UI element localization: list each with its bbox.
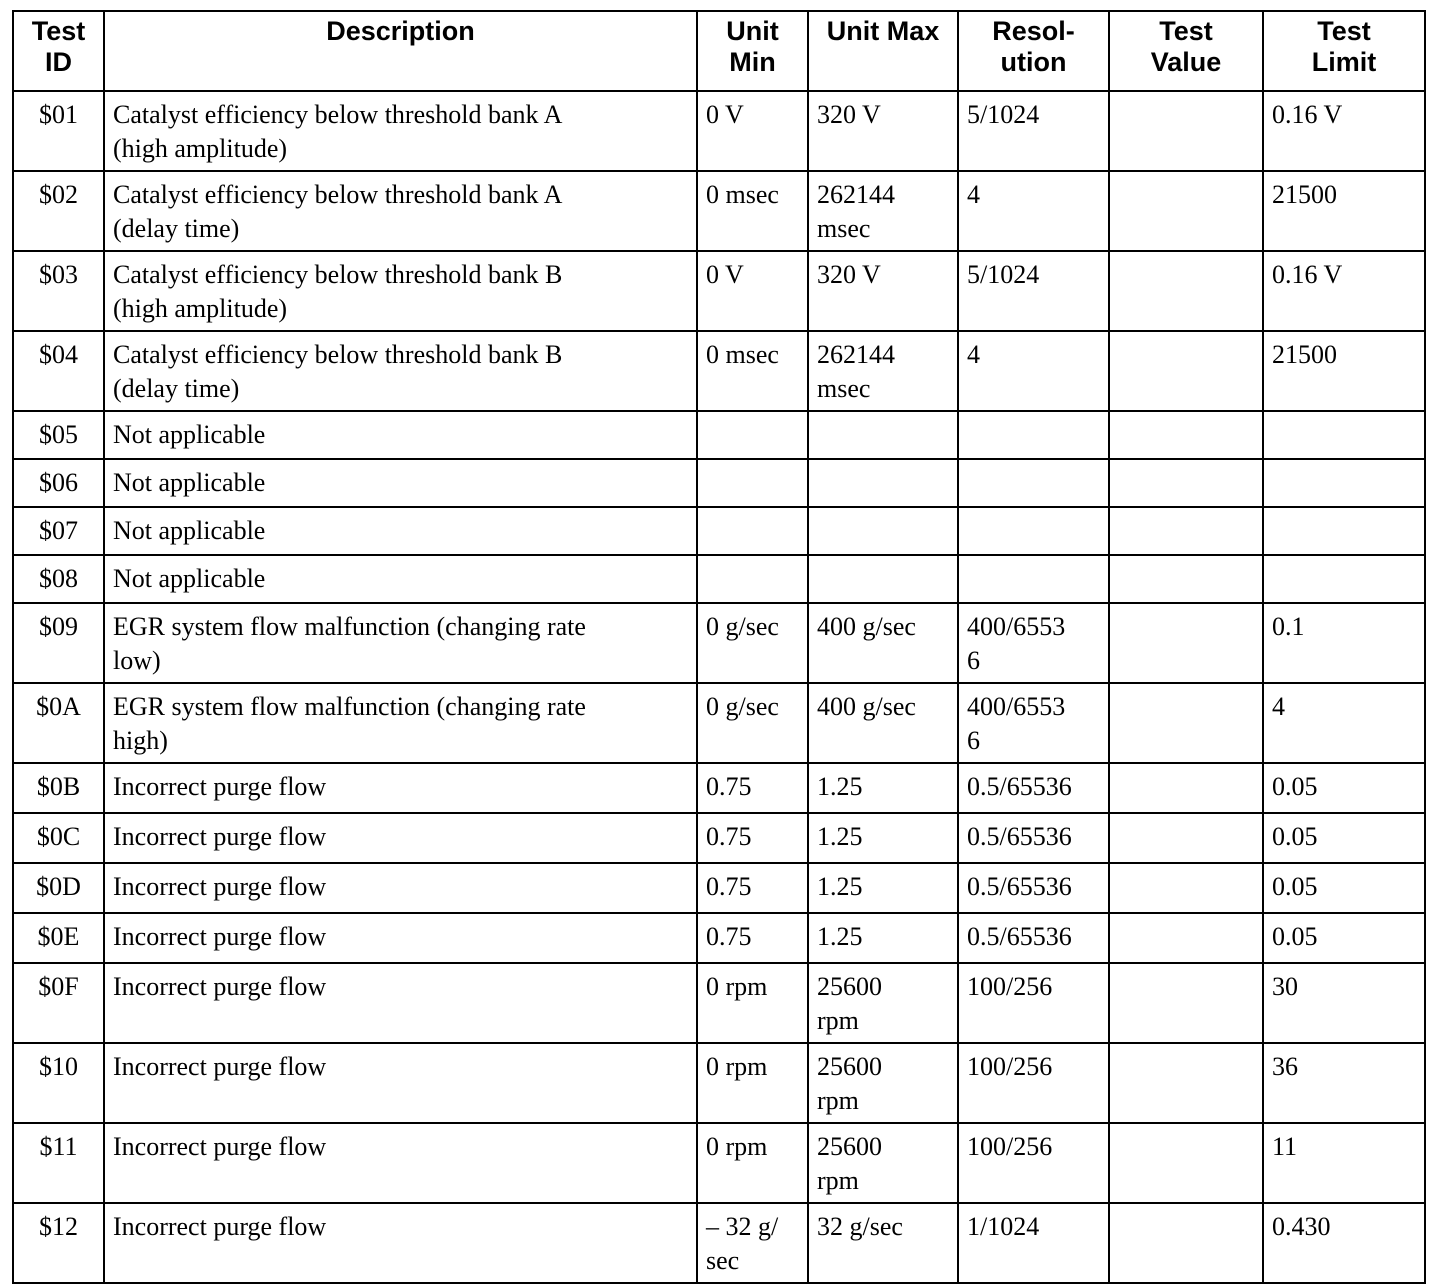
cell-test-value (1109, 1203, 1263, 1283)
cell-unit-max: 1.25 (808, 813, 958, 863)
cell-unit-min (697, 555, 808, 603)
cell-description: Incorrect purge flow (104, 913, 697, 963)
cell-description: Not applicable (104, 411, 697, 459)
cell-unit-max: 25600 rpm (808, 963, 958, 1043)
cell-test-limit: 4 (1263, 683, 1425, 763)
obd-test-table (12, 10, 1426, 1284)
cell-test-id: $12 (13, 1203, 104, 1283)
cell-unit-max: 25600 rpm (808, 1043, 958, 1123)
cell-test-value (1109, 555, 1263, 603)
table-row (13, 411, 1425, 459)
cell-unit-min: 0 rpm (697, 963, 808, 1043)
header-resolution: Resol- ution (958, 11, 1109, 91)
cell-unit-min (697, 459, 808, 507)
cell-test-value (1109, 763, 1263, 813)
cell-resolution: 100/256 (958, 1123, 1109, 1203)
cell-test-value (1109, 1123, 1263, 1203)
cell-description: Incorrect purge flow (104, 813, 697, 863)
cell-resolution: 1/1024 (958, 1203, 1109, 1283)
cell-test-value (1109, 459, 1263, 507)
header-test-id: Test ID (13, 11, 104, 91)
header-unit-max: Unit Max (808, 11, 958, 91)
cell-resolution (958, 555, 1109, 603)
table-row (13, 1203, 1425, 1283)
cell-description: Catalyst efficiency below threshold bank A (delay time) (104, 171, 697, 251)
cell-test-limit: 30 (1263, 963, 1425, 1043)
cell-description: Catalyst efficiency below threshold bank B (high amplitude) (104, 251, 697, 331)
cell-test-limit: 0.05 (1263, 813, 1425, 863)
table-row (13, 91, 1425, 171)
cell-test-id: $07 (13, 507, 104, 555)
cell-unit-min: 0 msec (697, 331, 808, 411)
cell-test-limit (1263, 459, 1425, 507)
cell-unit-max: 32 g/sec (808, 1203, 958, 1283)
cell-description: EGR system flow malfunction (changing rate high) (104, 683, 697, 763)
table-row (13, 1043, 1425, 1123)
cell-test-limit: 0.1 (1263, 603, 1425, 683)
cell-test-value (1109, 331, 1263, 411)
cell-test-limit: 0.05 (1263, 913, 1425, 963)
table-row (13, 683, 1425, 763)
cell-description: Incorrect purge flow (104, 963, 697, 1043)
cell-unit-max (808, 411, 958, 459)
cell-test-id: $0E (13, 913, 104, 963)
table-row (13, 171, 1425, 251)
table-row (13, 331, 1425, 411)
header-unit-min: Unit Min (697, 11, 808, 91)
cell-test-limit: 0.05 (1263, 863, 1425, 913)
cell-test-value (1109, 251, 1263, 331)
cell-unit-max: 320 V (808, 91, 958, 171)
cell-unit-min: 0.75 (697, 763, 808, 813)
cell-test-id: $0C (13, 813, 104, 863)
table-row (13, 813, 1425, 863)
cell-test-value (1109, 863, 1263, 913)
cell-test-id: $0A (13, 683, 104, 763)
cell-unit-min: – 32 g/ sec (697, 1203, 808, 1283)
cell-test-limit (1263, 411, 1425, 459)
cell-test-id: $02 (13, 171, 104, 251)
cell-unit-max: 320 V (808, 251, 958, 331)
cell-resolution (958, 507, 1109, 555)
cell-test-id: $09 (13, 603, 104, 683)
table-row (13, 863, 1425, 913)
cell-description: Incorrect purge flow (104, 1123, 697, 1203)
cell-test-id: $11 (13, 1123, 104, 1203)
table-row (13, 763, 1425, 813)
cell-test-limit: 21500 (1263, 331, 1425, 411)
cell-description: Catalyst efficiency below threshold bank B (delay time) (104, 331, 697, 411)
document-page (12, 10, 1424, 1284)
cell-unit-max: 400 g/sec (808, 683, 958, 763)
cell-test-value (1109, 683, 1263, 763)
cell-test-id: $04 (13, 331, 104, 411)
table-row (13, 507, 1425, 555)
cell-resolution: 0.5/65536 (958, 913, 1109, 963)
cell-unit-max (808, 555, 958, 603)
cell-unit-max: 400 g/sec (808, 603, 958, 683)
cell-test-id: $0F (13, 963, 104, 1043)
cell-unit-max: 262144 msec (808, 331, 958, 411)
cell-test-id: $0D (13, 863, 104, 913)
cell-test-value (1109, 1043, 1263, 1123)
cell-unit-min: 0 g/sec (697, 603, 808, 683)
header-test-value: Test Value (1109, 11, 1263, 91)
cell-test-value (1109, 507, 1263, 555)
table-row (13, 1123, 1425, 1203)
cell-test-id: $05 (13, 411, 104, 459)
cell-test-limit: 0.16 V (1263, 251, 1425, 331)
cell-test-id: $01 (13, 91, 104, 171)
cell-description: Incorrect purge flow (104, 863, 697, 913)
cell-test-id: $03 (13, 251, 104, 331)
cell-resolution: 0.5/65536 (958, 813, 1109, 863)
cell-unit-min: 0 V (697, 91, 808, 171)
cell-unit-max (808, 507, 958, 555)
table-row (13, 555, 1425, 603)
cell-test-limit: 0.16 V (1263, 91, 1425, 171)
table-row (13, 251, 1425, 331)
header-row (13, 11, 1425, 91)
cell-test-value (1109, 603, 1263, 683)
cell-test-value (1109, 913, 1263, 963)
cell-test-id: $0B (13, 763, 104, 813)
cell-description: Not applicable (104, 507, 697, 555)
cell-resolution: 4 (958, 171, 1109, 251)
cell-test-limit (1263, 507, 1425, 555)
cell-unit-min: 0 msec (697, 171, 808, 251)
header-test-limit: Test Limit (1263, 11, 1425, 91)
table-row (13, 459, 1425, 507)
cell-unit-min: 0.75 (697, 813, 808, 863)
cell-unit-max: 1.25 (808, 863, 958, 913)
cell-test-id: $10 (13, 1043, 104, 1123)
cell-test-value (1109, 813, 1263, 863)
cell-resolution: 400/6553 6 (958, 603, 1109, 683)
cell-test-value (1109, 171, 1263, 251)
cell-unit-min: 0.75 (697, 863, 808, 913)
cell-test-limit: 0.05 (1263, 763, 1425, 813)
cell-description: Not applicable (104, 459, 697, 507)
cell-test-value (1109, 91, 1263, 171)
cell-test-limit: 36 (1263, 1043, 1425, 1123)
cell-test-limit: 11 (1263, 1123, 1425, 1203)
table-row (13, 963, 1425, 1043)
cell-unit-min: 0 V (697, 251, 808, 331)
cell-test-value (1109, 411, 1263, 459)
cell-test-limit (1263, 555, 1425, 603)
header-description: Description (104, 11, 697, 91)
cell-unit-min (697, 411, 808, 459)
cell-resolution: 100/256 (958, 1043, 1109, 1123)
cell-description: Catalyst efficiency below threshold bank A (high amplitude) (104, 91, 697, 171)
cell-unit-min: 0 rpm (697, 1043, 808, 1123)
cell-test-limit: 0.430 (1263, 1203, 1425, 1283)
cell-resolution: 0.5/65536 (958, 763, 1109, 813)
table-row (13, 913, 1425, 963)
cell-description: Incorrect purge flow (104, 1043, 697, 1123)
cell-description: Incorrect purge flow (104, 763, 697, 813)
cell-resolution: 5/1024 (958, 251, 1109, 331)
cell-unit-max: 25600 rpm (808, 1123, 958, 1203)
cell-test-id: $08 (13, 555, 104, 603)
cell-test-value (1109, 963, 1263, 1043)
cell-unit-min (697, 507, 808, 555)
cell-unit-max (808, 459, 958, 507)
cell-test-id: $06 (13, 459, 104, 507)
cell-resolution: 5/1024 (958, 91, 1109, 171)
cell-description: Incorrect purge flow (104, 1203, 697, 1283)
cell-resolution: 4 (958, 331, 1109, 411)
cell-unit-min: 0 g/sec (697, 683, 808, 763)
cell-resolution (958, 411, 1109, 459)
table-row (13, 603, 1425, 683)
cell-unit-max: 262144 msec (808, 171, 958, 251)
cell-resolution: 400/6553 6 (958, 683, 1109, 763)
cell-description: EGR system flow malfunction (changing rate low) (104, 603, 697, 683)
cell-resolution: 0.5/65536 (958, 863, 1109, 913)
cell-resolution: 100/256 (958, 963, 1109, 1043)
cell-unit-min: 0.75 (697, 913, 808, 963)
cell-test-limit: 21500 (1263, 171, 1425, 251)
cell-unit-max: 1.25 (808, 913, 958, 963)
cell-resolution (958, 459, 1109, 507)
cell-unit-max: 1.25 (808, 763, 958, 813)
cell-description: Not applicable (104, 555, 697, 603)
cell-unit-min: 0 rpm (697, 1123, 808, 1203)
